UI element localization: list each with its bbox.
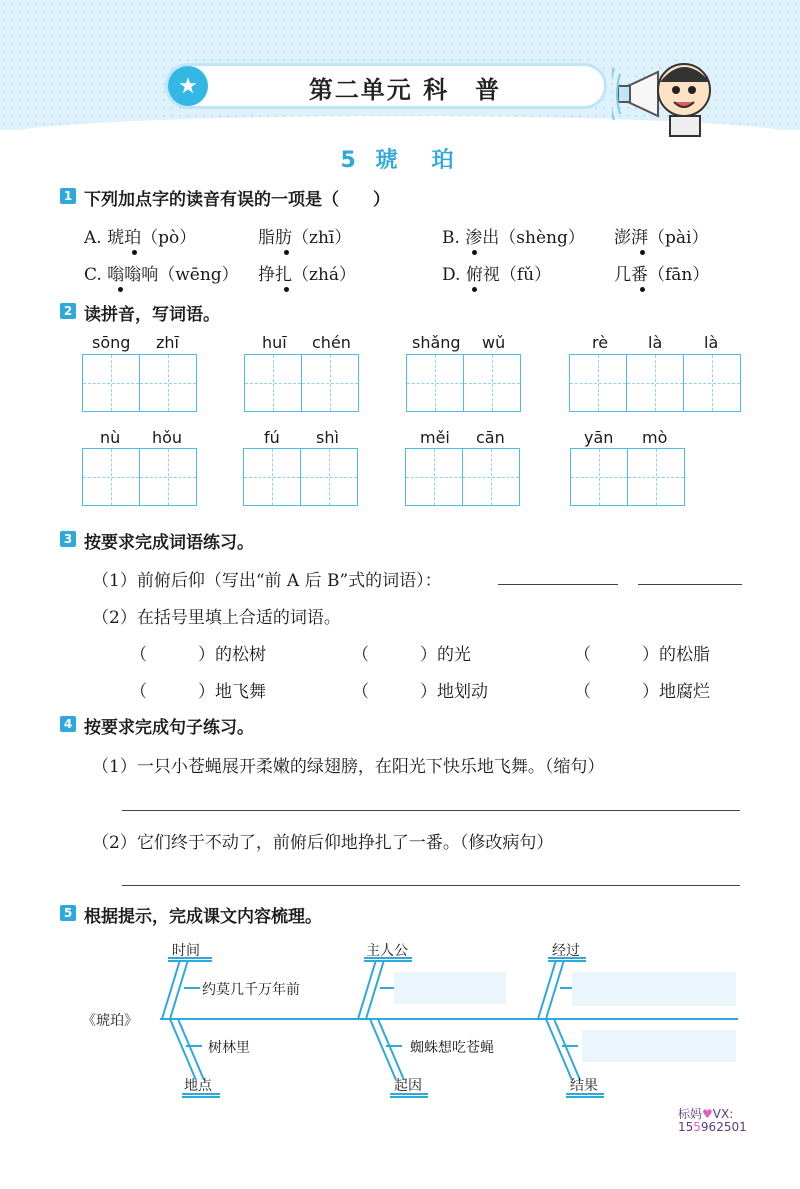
question-number: 5	[60, 905, 76, 921]
q3-item-1: （1）前俯后仰（写出“前 A 后 B”式的词语）：	[92, 571, 442, 591]
question-number: 3	[60, 531, 76, 547]
writing-grid[interactable]	[569, 354, 741, 412]
label-person: 主人公	[366, 943, 408, 959]
watermark-line1: 标妈	[678, 1107, 703, 1121]
emphasis-dot	[284, 250, 289, 255]
option-a: A. 琥珀（pò）	[84, 228, 197, 248]
watermark-line4: 962501	[700, 1120, 747, 1134]
writing-grid[interactable]	[82, 354, 197, 412]
pinyin: chén	[312, 333, 351, 352]
writing-grid[interactable]	[244, 354, 359, 412]
fill-blank[interactable]: （ ）的松树	[130, 645, 266, 665]
emphasis-dot	[118, 287, 123, 292]
lesson-title: 5 琥 珀	[340, 148, 460, 173]
option-c: C. 嗡嗡响（wēng）	[84, 265, 239, 285]
option-b-extra: 澎湃（pài）	[614, 228, 709, 248]
fill-blank[interactable]: （ ）的松脂	[574, 645, 710, 665]
process-answer-box[interactable]	[572, 972, 736, 1006]
emphasis-dot	[472, 287, 477, 292]
pinyin: mò	[642, 428, 668, 447]
pinyin: là	[648, 333, 663, 352]
pinyin: cān	[476, 428, 505, 447]
emphasis-dot	[284, 287, 289, 292]
option-d-extra: 几番（fān）	[614, 265, 710, 285]
question-prompt: 根据提示，完成课文内容梳理。	[84, 907, 322, 927]
watermark-line3: 15	[678, 1120, 694, 1134]
q4-item-1: （1）一只小苍蝇展开柔嫩的绿翅膀，在阳光下快乐地飞舞。（缩句）	[92, 757, 605, 777]
q3-item-2: （2）在括号里填上合适的词语。	[92, 608, 341, 628]
writing-grid[interactable]	[82, 448, 197, 506]
emphasis-dot	[472, 250, 477, 255]
question-prompt: 下列加点字的读音有误的一项是（ ）	[84, 190, 390, 210]
mascot-megaphone-icon	[612, 52, 722, 140]
option-c-extra: 挣扎（zhá）	[258, 265, 357, 285]
pinyin: sōng	[92, 333, 131, 352]
writing-grid[interactable]	[570, 448, 685, 506]
fill-blank[interactable]: （ ）地腐烂	[574, 682, 710, 702]
pinyin: nù	[100, 428, 121, 447]
pinyin: shǎng	[412, 333, 461, 352]
label-cause: 起因	[394, 1078, 422, 1094]
fill-blank[interactable]: （ ）地飞舞	[130, 682, 266, 702]
pinyin: huī	[262, 333, 287, 352]
question-prompt: 读拼音，写词语。	[84, 305, 220, 325]
label-time: 时间	[172, 943, 200, 959]
emphasis-dot	[132, 250, 137, 255]
option-a-extra: 脂肪（zhī）	[258, 228, 352, 248]
label-result: 结果	[570, 1078, 598, 1094]
pinyin: hǒu	[152, 428, 183, 447]
answer-line[interactable]	[122, 809, 740, 811]
watermark-line2: VX:	[712, 1107, 734, 1121]
question-number: 1	[60, 188, 76, 204]
writing-grid[interactable]	[406, 354, 521, 412]
fill-blank[interactable]: （ ）的光	[352, 645, 471, 665]
fishbone-root: 《琥珀》	[82, 1013, 138, 1029]
emphasis-dot	[640, 287, 645, 292]
pinyin: měi	[420, 428, 450, 447]
option-b: B. 渗出（shèng）	[442, 228, 585, 248]
pinyin: zhī	[156, 333, 179, 352]
q4-item-2: （2）它们终于不动了，前俯后仰地挣扎了一番。（修改病句）	[92, 833, 554, 853]
place-value: 树林里	[208, 1040, 250, 1056]
answer-line[interactable]	[498, 583, 618, 585]
pinyin: là	[704, 333, 719, 352]
star-icon: ★	[168, 66, 208, 106]
pinyin: shì	[316, 428, 339, 447]
unit-title: 第二单元 科 普	[308, 76, 502, 104]
question-number: 2	[60, 303, 76, 319]
question-prompt: 按要求完成句子练习。	[84, 718, 254, 738]
pinyin: yān	[584, 428, 614, 447]
pinyin: fú	[264, 428, 280, 447]
label-place: 地点	[184, 1078, 212, 1094]
question-number: 4	[60, 716, 76, 732]
writing-grid[interactable]	[243, 448, 358, 506]
answer-line[interactable]	[638, 583, 742, 585]
time-value: 约莫几千万年前	[202, 982, 300, 998]
emphasis-dot	[640, 250, 645, 255]
writing-grid[interactable]	[405, 448, 520, 506]
fill-blank[interactable]: （ ）地划动	[352, 682, 488, 702]
label-process: 经过	[552, 943, 580, 959]
question-prompt: 按要求完成词语练习。	[84, 533, 254, 553]
person-answer-box[interactable]	[394, 972, 506, 1004]
result-answer-box[interactable]	[582, 1030, 736, 1062]
answer-line[interactable]	[122, 884, 740, 886]
pinyin: wǔ	[482, 333, 506, 352]
cause-value: 蜘蛛想吃苍蝇	[410, 1040, 494, 1056]
option-d: D. 俯视（fǔ）	[442, 265, 552, 285]
watermark: 标妈♥VX: 155962501	[678, 1107, 747, 1134]
pinyin: rè	[592, 333, 609, 352]
